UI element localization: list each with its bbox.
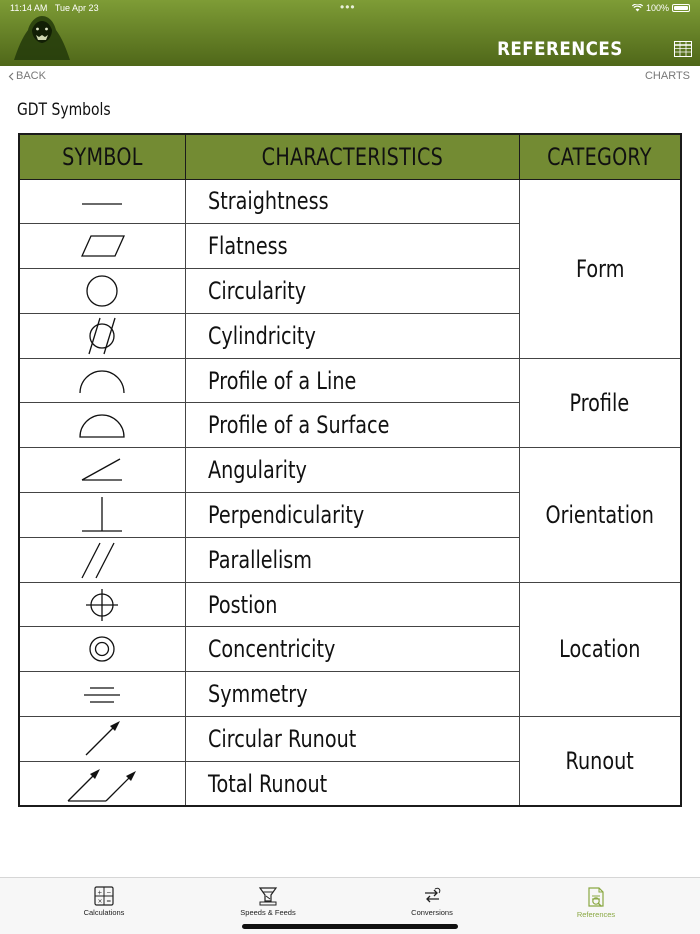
header-characteristics: CHARACTERISTICS — [185, 134, 519, 179]
characteristic-cell: Profile of a Line — [185, 358, 519, 403]
tab-label: Conversions — [411, 908, 453, 917]
symbol-cell — [19, 627, 185, 672]
references-icon — [585, 886, 607, 908]
characteristic-cell: Perpendicularity — [185, 493, 519, 538]
page-header-title: REFERENCES — [497, 38, 623, 60]
characteristic-cell: Circular Runout — [185, 717, 519, 762]
header-symbol: SYMBOL — [19, 134, 185, 179]
characteristic-cell: Circularity — [185, 269, 519, 314]
charts-button[interactable]: CHARTS — [644, 70, 690, 82]
characteristic-cell: Angularity — [185, 448, 519, 493]
symbol-cell — [19, 672, 185, 717]
tab-speeds-feeds[interactable] — [213, 886, 323, 917]
profile-surface-icon — [72, 410, 132, 440]
home-indicator[interactable] — [242, 924, 458, 929]
table-header-row — [19, 134, 681, 179]
tab-label: Speeds & Feeds — [240, 908, 296, 917]
calculator-icon — [94, 886, 114, 906]
header-category: CATEGORY — [519, 134, 681, 179]
characteristic-cell: Flatness — [185, 224, 519, 269]
wifi-icon — [632, 4, 643, 12]
status-time: 11:14 AM Tue Apr 23 — [10, 3, 99, 13]
symbol-cell — [19, 358, 185, 403]
symbol-cell — [19, 269, 185, 314]
characteristic-cell: Total Runout — [185, 761, 519, 806]
symbol-cell — [19, 761, 185, 806]
status-right — [632, 3, 690, 13]
category-cell: Runout — [519, 717, 681, 807]
symbol-cell — [19, 717, 185, 762]
tab-references[interactable] — [541, 886, 651, 919]
profile-line-icon — [72, 366, 132, 396]
table-row — [19, 358, 681, 403]
svg-text:+: + — [97, 889, 103, 897]
cylindricity-icon — [72, 316, 132, 356]
table-row — [19, 179, 681, 224]
tab-calculations[interactable] — [49, 886, 159, 917]
battery-icon — [672, 4, 690, 12]
table-row — [19, 448, 681, 493]
conversions-icon — [421, 886, 443, 906]
gorilla-logo — [8, 8, 76, 64]
symbol-cell — [19, 403, 185, 448]
symbol-cell — [19, 224, 185, 269]
characteristic-cell: Symmetry — [185, 672, 519, 717]
symmetry-icon — [72, 679, 132, 709]
total-runout-icon — [62, 764, 142, 804]
svg-text:×: × — [97, 898, 103, 905]
table-grid-icon[interactable] — [674, 41, 692, 57]
characteristic-cell: Concentricity — [185, 627, 519, 672]
characteristic-cell: Profile of a Surface — [185, 403, 519, 448]
category-cell: Profile — [519, 358, 681, 448]
category-cell: Location — [519, 582, 681, 716]
position-icon — [72, 587, 132, 623]
angularity-icon — [72, 455, 132, 485]
perpendicularity-icon — [72, 495, 132, 535]
table-row — [19, 582, 681, 627]
speeds-feeds-icon — [257, 886, 279, 906]
category-cell: Form — [519, 179, 681, 358]
straightness-icon — [72, 186, 132, 216]
gdt-symbols-table — [18, 133, 682, 807]
multitask-dots-icon[interactable]: ••• — [340, 0, 356, 14]
category-cell: Orientation — [519, 448, 681, 582]
circularity-icon — [72, 273, 132, 309]
svg-text:=: = — [106, 898, 112, 905]
symbol-cell — [19, 313, 185, 358]
back-label: BACK — [16, 70, 46, 82]
table-row — [19, 717, 681, 762]
battery-percent: 100% — [645, 3, 669, 13]
tab-conversions[interactable] — [377, 886, 487, 917]
tab-label: Calculations — [83, 908, 125, 917]
chevron-left-icon — [8, 72, 14, 81]
symbol-cell — [19, 179, 185, 224]
characteristic-cell: Cylindricity — [185, 313, 519, 358]
characteristic-cell: Parallelism — [185, 537, 519, 582]
symbol-cell — [19, 582, 185, 627]
parallelism-icon — [72, 540, 132, 580]
symbol-cell — [19, 493, 185, 538]
back-button[interactable] — [8, 70, 46, 82]
symbol-cell — [19, 448, 185, 493]
page-title: GDT Symbols — [17, 100, 111, 120]
svg-text:−: − — [106, 889, 112, 897]
tab-label: References — [576, 910, 616, 919]
circular-runout-icon — [72, 719, 132, 759]
app-header — [0, 0, 700, 66]
symbol-cell — [19, 537, 185, 582]
concentricity-icon — [72, 633, 132, 665]
characteristic-cell: Straightness — [185, 179, 519, 224]
characteristic-cell: Postion — [185, 582, 519, 627]
flatness-icon — [72, 231, 132, 261]
